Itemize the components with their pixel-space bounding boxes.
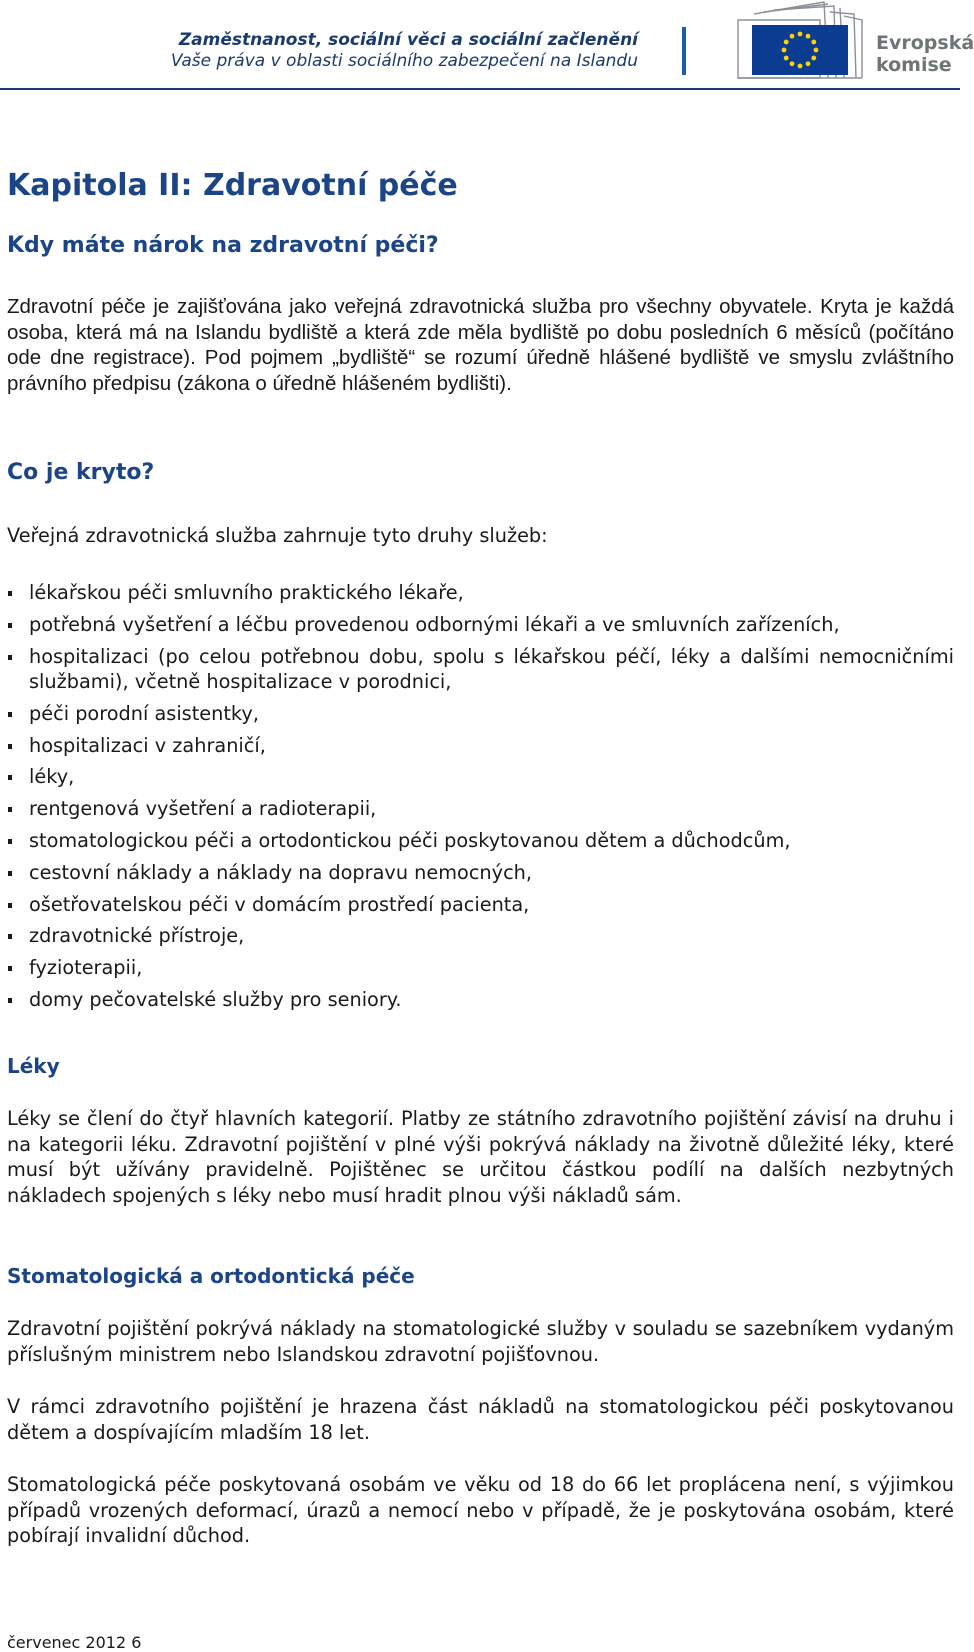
list-item: hospitalizaci v zahraničí, (7, 733, 954, 759)
heading-medicines: Léky (7, 1054, 60, 1078)
chapter-title: Kapitola II: Zdravotní péče (7, 168, 458, 203)
eu-flag-icon (752, 25, 848, 75)
european-commission-logo (724, 0, 974, 82)
services-list (7, 580, 954, 1019)
paragraph-medicines: Léky se člení do čtyř hlavních kategorií. Platby ze státního zdravotního pojištění závisí na druhu i na kategorii léku. Zdravotní pojištění v plné výši pokrývá náklady na životně důležité léky, které musí být užívány pravidelně. Pojištěnec se určitou částkou podílí na dalších nezbytných nákladech spojených s léky nebo musí hradit plnou výši nákladů sám. (7, 1107, 954, 1207)
header-line-2: Vaše práva v oblasti sociálního zabezpečení na Islandu (170, 51, 638, 71)
coverage-intro: Veřejná zdravotnická služba zahrnuje tyto druhy služeb: (7, 524, 548, 547)
list-item: rentgenová vyšetření a radioterapii, (7, 796, 954, 822)
page-header (0, 0, 974, 90)
list-item: cestovní náklady a náklady na dopravu nemocných, (7, 860, 954, 886)
paragraph-dental-3: Stomatologická péče poskytovaná osobám ve věku od 18 do 66 let proplácena není, s výjimkou případů vrozených deformací, úrazů a nemocí nebo v případě, že je poskytována osobám, které pobírají invalidní důchod. (7, 1473, 954, 1547)
page-footer: červenec 2012 6 (7, 1633, 142, 1652)
list-item: domy pečovatelské služby pro seniory. (7, 987, 954, 1013)
list-item: péči porodní asistentky, (7, 701, 954, 727)
list-item: ošetřovatelskou péči v domácím prostředí pacienta, (7, 892, 954, 918)
list-item: zdravotnické přístroje, (7, 923, 954, 949)
heading-coverage: Co je kryto? (7, 460, 155, 485)
list-item: potřebná vyšetření a léčbu provedenou odbornými lékaři a ve smluvních zařízeních, (7, 612, 954, 638)
paragraph-dental-2: V rámci zdravotního pojištění je hrazena část nákladů na stomatologickou péči poskytovanou dětem a dospívajícím mladším 18 let. (7, 1395, 954, 1444)
list-item: lékařskou péči smluvního praktického lékaře, (7, 580, 954, 606)
logo-text (876, 32, 974, 76)
heading-entitlement: Kdy máte nárok na zdravotní péči? (7, 233, 439, 258)
heading-dental: Stomatologická a ortodontická péče (7, 1264, 415, 1288)
header-separator (682, 27, 686, 75)
paragraph-entitlement: Zdravotní péče je zajišťována jako veřejná zdravotnická služba pro všechny obyvatele. Kryta je každá osoba, která má na Islandu bydliště a která zde měla bydliště po dobu posledních 6 měsíců (počítáno ode dne registrace). Pod pojmem „bydliště“ se rozumí úředně hlášené bydliště ve smyslu zvláštního právního předpisu (zákona o úředně hlášeném bydlišti). (7, 295, 954, 395)
list-item: stomatologickou péči a ortodontickou péči poskytovanou dětem a důchodcům, (7, 828, 954, 854)
header-line-1: Zaměstnanost, sociální věci a sociální začlenění (178, 30, 638, 50)
list-item: hospitalizaci (po celou potřebnou dobu, spolu s lékařskou péčí, léky a dalšími nemocničními službami), včetně hospitalizace v porodnici, (7, 644, 954, 695)
logo-line-1: Evropská (876, 32, 974, 54)
list-item: léky, (7, 764, 954, 790)
list-item: fyzioterapii, (7, 955, 954, 981)
header-text (171, 30, 638, 72)
logo-line-2: komise (876, 54, 952, 76)
paragraph-dental-1: Zdravotní pojištění pokrývá náklady na stomatologické služby v souladu se sazebníkem vydaným příslušným ministrem nebo Islandskou zdravotní pojišťovnou. (7, 1317, 954, 1366)
